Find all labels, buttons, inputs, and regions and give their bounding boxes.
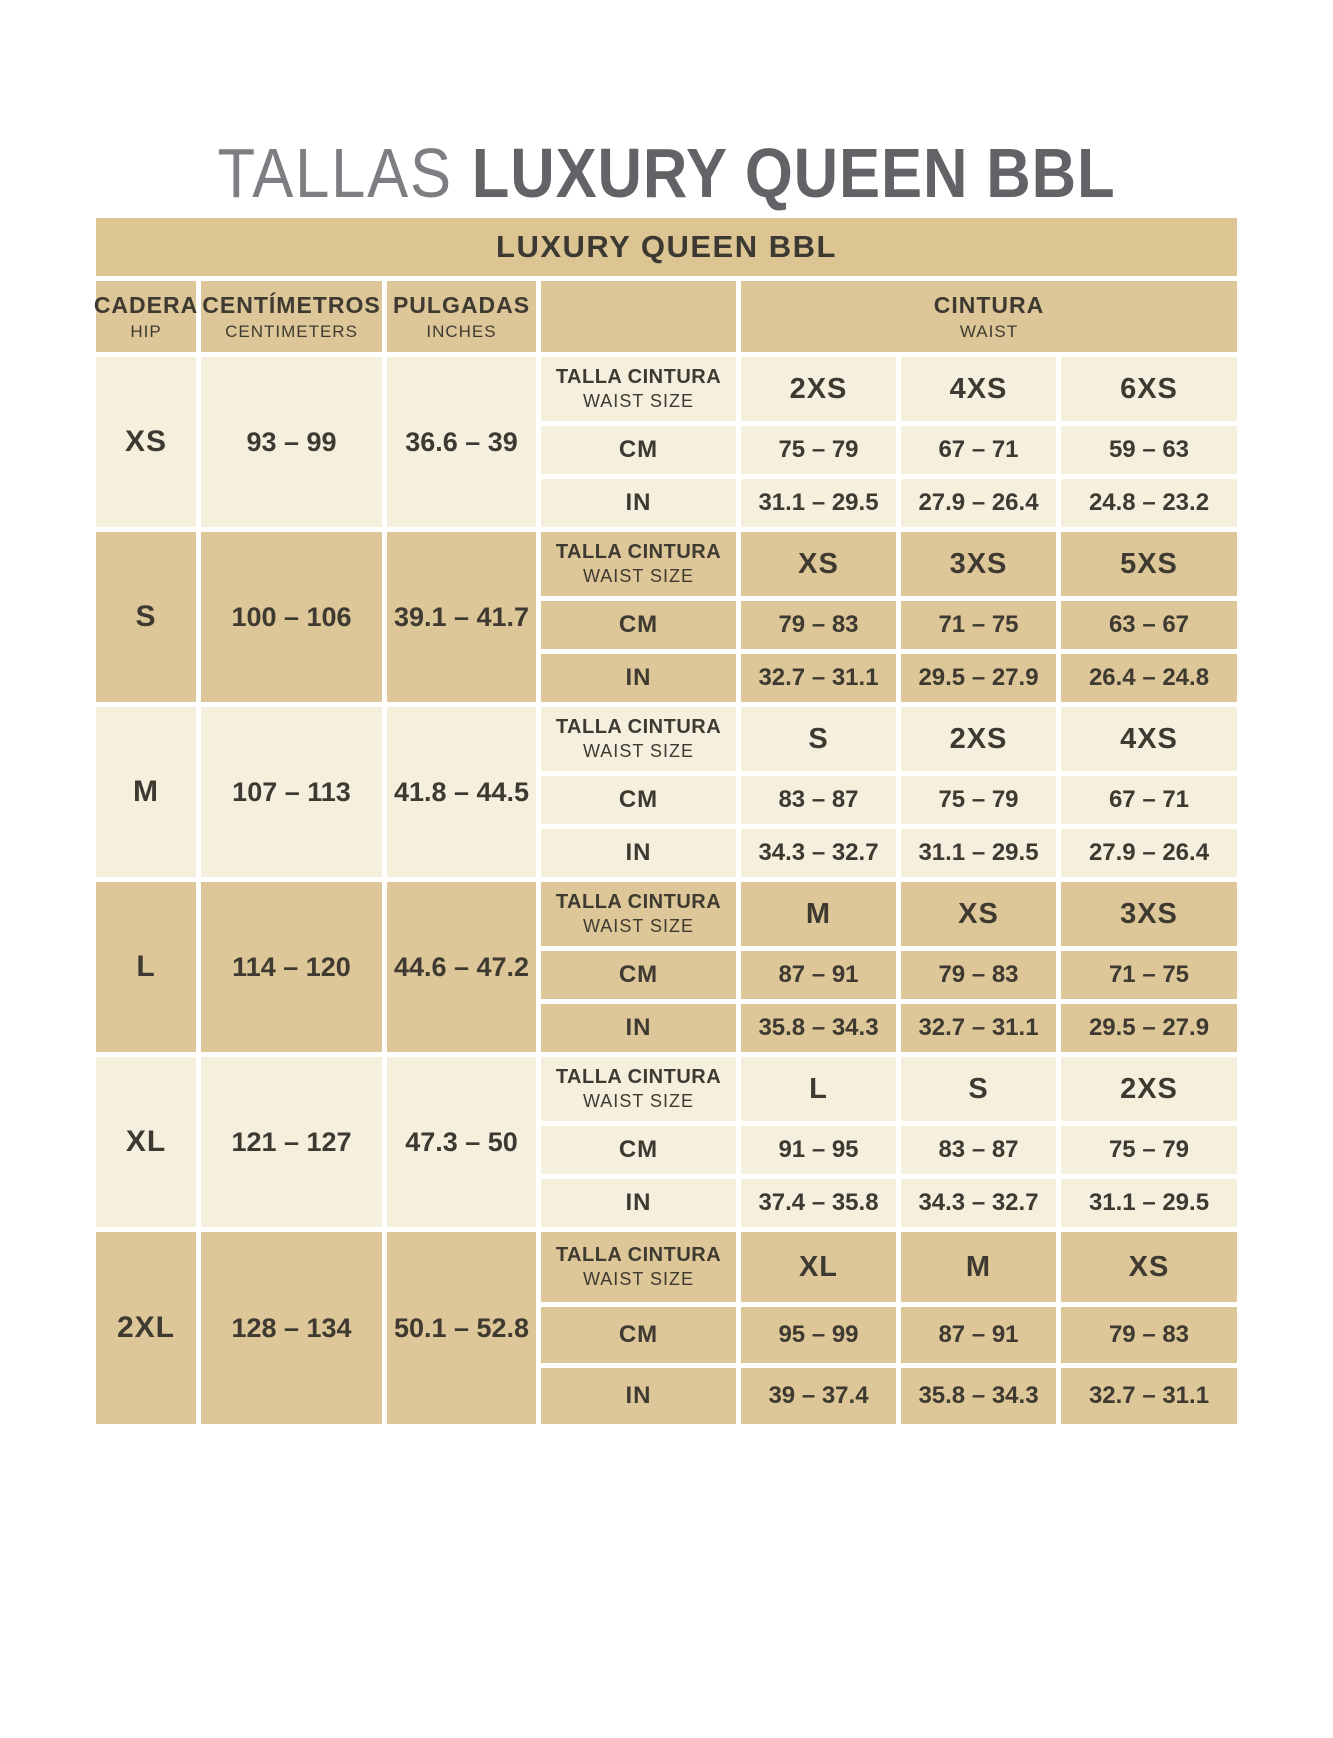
header-inches-cell: [387, 281, 536, 352]
cm-value-cell: 71 – 75: [1061, 951, 1237, 999]
waist-size-label-cell: [541, 1057, 736, 1121]
waist-size-cell: L: [741, 1057, 896, 1121]
in-label-cell: IN: [541, 1179, 736, 1227]
waist-size-label: WAIST SIZE: [582, 1269, 694, 1289]
in-value-cell: 29.5 – 27.9: [901, 654, 1056, 702]
title-product-name: LUXURY QUEEN BBL: [471, 134, 1116, 212]
header-inches-label: PULGADAS: [392, 291, 531, 318]
cm-value-cell: 95 – 99: [741, 1307, 896, 1363]
hip-size-cell: XS: [96, 357, 196, 527]
table-header-row: [93, 281, 1237, 352]
cm-label-cell: CM: [541, 426, 736, 474]
header-blank-cell: [541, 281, 736, 352]
in-value-cell: 29.5 – 27.9: [1061, 1004, 1237, 1052]
talla-cintura-label: TALLA CINTURA: [555, 891, 722, 913]
cm-value-cell: 83 – 87: [901, 1126, 1056, 1174]
in-value-cell: 32.7 – 31.1: [901, 1004, 1056, 1052]
waist-size-label: WAIST SIZE: [582, 391, 694, 411]
header-inches-sublabel: INCHES: [426, 321, 497, 341]
hip-size-cell: L: [96, 882, 196, 1052]
in-value-cell: 26.4 – 24.8: [1061, 654, 1237, 702]
in-value-cell: 31.1 – 29.5: [741, 479, 896, 527]
waist-size-cell: 3XS: [901, 532, 1056, 596]
talla-cintura-label: TALLA CINTURA: [555, 1244, 722, 1266]
waist-size-cell: XS: [901, 882, 1056, 946]
header-waist-cell: [741, 281, 1237, 352]
in-label-cell: IN: [541, 479, 736, 527]
cm-label-cell: CM: [541, 1126, 736, 1174]
waist-size-cell: 5XS: [1061, 532, 1237, 596]
in-value-cell: 34.3 – 32.7: [741, 829, 896, 877]
size-block-m: [96, 707, 1237, 877]
in-value-cell: 24.8 – 23.2: [1061, 479, 1237, 527]
in-label-cell: IN: [541, 829, 736, 877]
size-table: [93, 218, 1237, 1424]
hip-in-cell: 44.6 – 47.2: [387, 882, 536, 1052]
waist-size-label-cell: [541, 882, 736, 946]
waist-size-label-cell: [541, 707, 736, 771]
in-label-cell: IN: [541, 1004, 736, 1052]
table-band-title: LUXURY QUEEN BBL: [96, 218, 1237, 276]
size-block-xl: [96, 1057, 1237, 1227]
waist-size-cell: XS: [741, 532, 896, 596]
size-block-l: [96, 882, 1237, 1052]
hip-size-cell: 2XL: [96, 1232, 196, 1424]
hip-cm-cell: 93 – 99: [201, 357, 382, 527]
talla-cintura-label: TALLA CINTURA: [555, 1066, 722, 1088]
in-value-cell: 35.8 – 34.3: [901, 1368, 1056, 1424]
hip-in-cell: 36.6 – 39: [387, 357, 536, 527]
waist-size-label-cell: [541, 532, 736, 596]
waist-size-cell: 4XS: [901, 357, 1056, 421]
waist-size-label-cell: [541, 357, 736, 421]
in-value-cell: 39 – 37.4: [741, 1368, 896, 1424]
cm-value-cell: 79 – 83: [1061, 1307, 1237, 1363]
cm-label-cell: CM: [541, 951, 736, 999]
size-block-xs: [96, 357, 1237, 527]
hip-cm-cell: 121 – 127: [201, 1057, 382, 1227]
in-value-cell: 34.3 – 32.7: [901, 1179, 1056, 1227]
waist-size-label: WAIST SIZE: [582, 566, 694, 586]
waist-size-label: WAIST SIZE: [582, 916, 694, 936]
header-hip-label: CADERA: [93, 291, 199, 318]
hip-in-cell: 39.1 – 41.7: [387, 532, 536, 702]
waist-size-cell: M: [741, 882, 896, 946]
waist-size-cell: 4XS: [1061, 707, 1237, 771]
waist-size-cell: S: [901, 1057, 1056, 1121]
cm-value-cell: 63 – 67: [1061, 601, 1237, 649]
cm-value-cell: 59 – 63: [1061, 426, 1237, 474]
waist-size-cell: XL: [741, 1232, 896, 1302]
in-value-cell: 32.7 – 31.1: [1061, 1368, 1237, 1424]
talla-cintura-label: TALLA CINTURA: [555, 541, 722, 563]
waist-size-label: WAIST SIZE: [582, 741, 694, 761]
waist-size-cell: 2XS: [901, 707, 1056, 771]
header-centimeters-label: CENTÍMETROS: [202, 291, 381, 318]
waist-size-label: WAIST SIZE: [582, 1091, 694, 1111]
talla-cintura-label: TALLA CINTURA: [555, 716, 722, 738]
cm-value-cell: 71 – 75: [901, 601, 1056, 649]
cm-value-cell: 87 – 91: [901, 1307, 1056, 1363]
size-block-2xl: [96, 1232, 1237, 1424]
cm-value-cell: 75 – 79: [901, 776, 1056, 824]
hip-in-cell: 47.3 – 50: [387, 1057, 536, 1227]
in-value-cell: 32.7 – 31.1: [741, 654, 896, 702]
in-value-cell: 37.4 – 35.8: [741, 1179, 896, 1227]
cm-value-cell: 79 – 83: [741, 601, 896, 649]
hip-cm-cell: 128 – 134: [201, 1232, 382, 1424]
waist-size-cell: 2XS: [1061, 1057, 1237, 1121]
hip-in-cell: 50.1 – 52.8: [387, 1232, 536, 1424]
in-value-cell: 35.8 – 34.3: [741, 1004, 896, 1052]
cm-value-cell: 75 – 79: [1061, 1126, 1237, 1174]
cm-value-cell: 67 – 71: [901, 426, 1056, 474]
hip-size-cell: XL: [96, 1057, 196, 1227]
cm-label-cell: CM: [541, 601, 736, 649]
header-waist-sublabel: WAIST: [959, 321, 1019, 341]
in-value-cell: 27.9 – 26.4: [1061, 829, 1237, 877]
waist-size-cell: 6XS: [1061, 357, 1237, 421]
hip-in-cell: 41.8 – 44.5: [387, 707, 536, 877]
hip-size-cell: M: [96, 707, 196, 877]
cm-value-cell: 67 – 71: [1061, 776, 1237, 824]
size-block-s: [96, 532, 1237, 702]
waist-size-cell: S: [741, 707, 896, 771]
waist-size-cell: M: [901, 1232, 1056, 1302]
waist-size-cell: 3XS: [1061, 882, 1237, 946]
cm-value-cell: 79 – 83: [901, 951, 1056, 999]
hip-size-cell: S: [96, 532, 196, 702]
header-hip-cell: [93, 281, 199, 352]
talla-cintura-label: TALLA CINTURA: [555, 366, 722, 388]
in-label-cell: IN: [541, 654, 736, 702]
cm-value-cell: 83 – 87: [741, 776, 896, 824]
cm-label-cell: CM: [541, 1307, 736, 1363]
hip-cm-cell: 114 – 120: [201, 882, 382, 1052]
in-label-cell: IN: [541, 1368, 736, 1424]
header-waist-label: CINTURA: [933, 291, 1045, 318]
header-centimeters-sublabel: CENTIMETERS: [225, 321, 358, 341]
cm-value-cell: 75 – 79: [741, 426, 896, 474]
page-title: [80, 134, 1253, 212]
hip-cm-cell: 107 – 113: [201, 707, 382, 877]
waist-size-label-cell: [541, 1232, 736, 1302]
cm-value-cell: 91 – 95: [741, 1126, 896, 1174]
waist-size-cell: 2XS: [741, 357, 896, 421]
header-centimeters-cell: [201, 281, 382, 352]
cm-value-cell: 87 – 91: [741, 951, 896, 999]
cm-label-cell: CM: [541, 776, 736, 824]
in-value-cell: 27.9 – 26.4: [901, 479, 1056, 527]
hip-cm-cell: 100 – 106: [201, 532, 382, 702]
header-hip-sublabel: HIP: [130, 321, 162, 341]
waist-size-cell: XS: [1061, 1232, 1237, 1302]
in-value-cell: 31.1 – 29.5: [1061, 1179, 1237, 1227]
title-prefix: TALLAS: [217, 134, 472, 212]
in-value-cell: 31.1 – 29.5: [901, 829, 1056, 877]
